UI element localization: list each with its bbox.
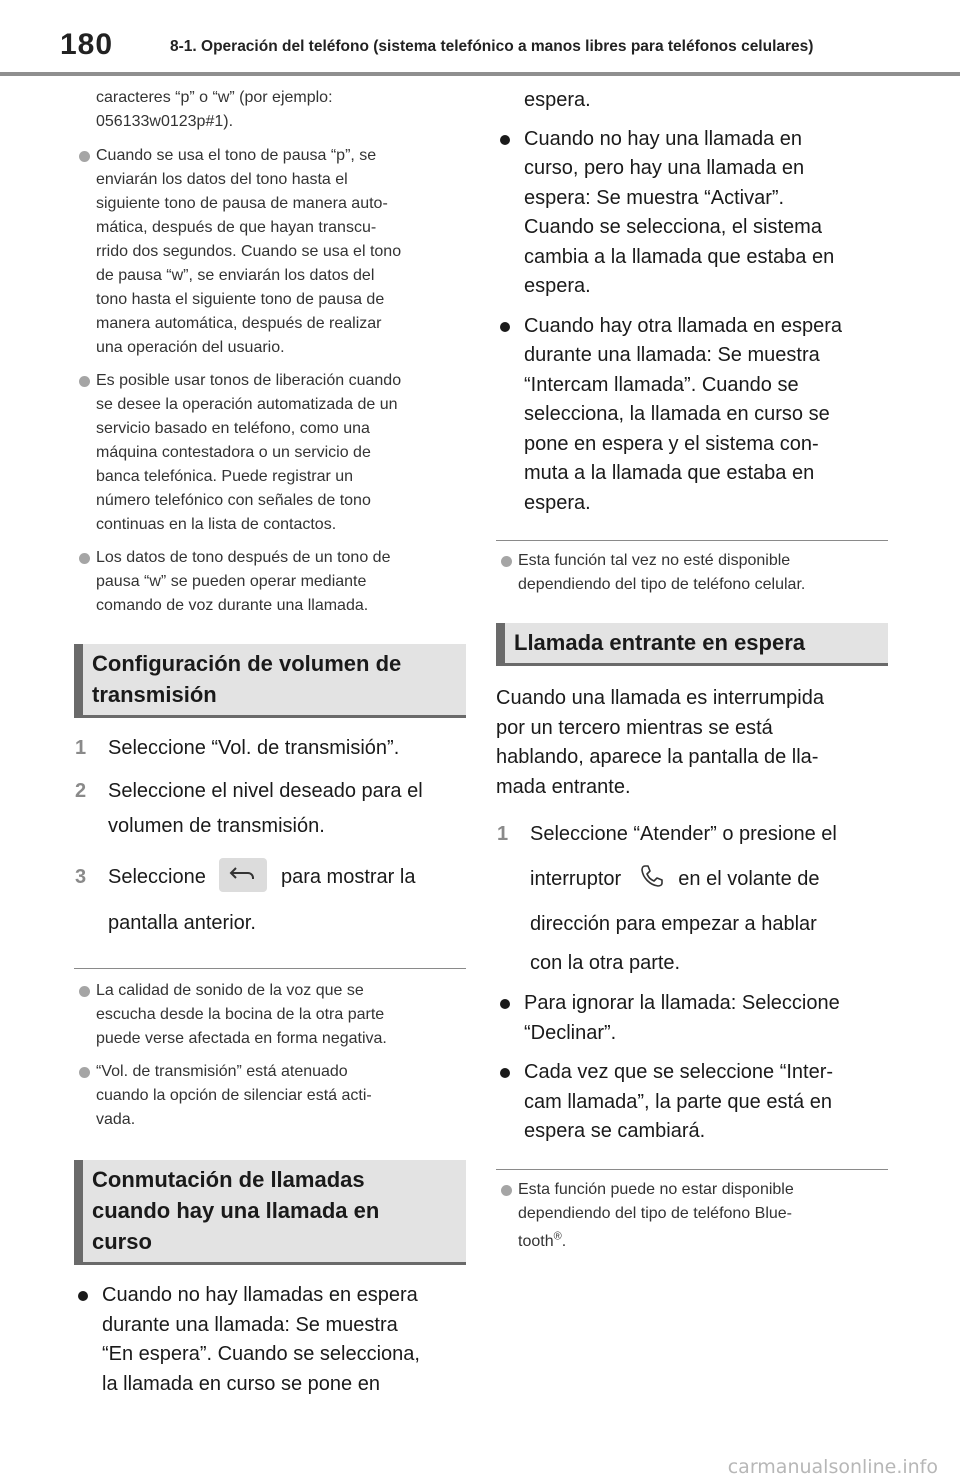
note-bullet-icon: [501, 1185, 512, 1196]
note-bullet-icon: [79, 1067, 90, 1078]
step-3: 3 Seleccione para mostrar la pantalla anterior.: [74, 854, 466, 946]
section-heading-volume: Configuración de volumen de transmisión: [74, 644, 466, 718]
note-mute-dimmed: “Vol. de transmisión” está atenuado cuando la opción de silenciar está acti- vada.: [74, 1060, 466, 1132]
bullet-icon: [500, 135, 510, 145]
note-release-tones: Es posible usar tonos de liberación cuando se desee la operación automatizada de un servicio basado en teléfono, como una máquina contestadora o un servicio de banca telefónica. Puede registrar un número telefónico con señales de tono continuas en la lista de contactos.: [74, 369, 466, 537]
note-bluetooth: Esta función puede no estar disponible dependiendo del tipo de teléfono Blue- tooth®.: [496, 1178, 888, 1254]
bullet-icon: [500, 322, 510, 332]
bullet-continued: espera.: [524, 89, 591, 111]
note-bullet-icon: [501, 556, 512, 567]
intro-paragraph: Cuando una llamada es interrumpida por un tercero mientras se está hablando, aparece la pantalla de lla- mada entrante.: [496, 687, 824, 798]
back-arrow-icon: [228, 865, 258, 885]
step-1: 1 Seleccione “Vol. de transmisión”.: [74, 732, 466, 764]
bullet-decline: Para ignorar la llamada: Seleccione “Declinar”.: [496, 989, 888, 1048]
page-number: 180: [60, 28, 114, 61]
step-number: 1: [75, 737, 87, 759]
bullet-activate: Cuando no hay una llamada en curso, pero hay una llamada en espera: Se muestra “Activar”. Cuando se selecciona, el sistema cambia a la llamada que estaba en espera.: [496, 125, 888, 302]
bullet-switch-call: Cuando hay otra llamada en espera durante una llamada: Se muestra “Intercam llamada”. Cuando se selecciona, la llamada en curso se pone en espera y el sistema con- muta a la llamada que estaba en espera.: [496, 312, 888, 519]
note-bullet-icon: [79, 553, 90, 564]
right-column: [496, 86, 888, 1263]
step-2: 2 Seleccione el nivel deseado para el volumen de transmisión.: [74, 774, 466, 844]
step-number: 1: [497, 823, 509, 845]
left-column: [74, 86, 466, 1409]
bullet-no-waiting-call: Cuando no hay llamadas en espera durante una llamada: Se muestra “En espera”. Cuando se selecciona, la llamada en curso se pone en: [74, 1281, 466, 1399]
note-separator: [496, 540, 888, 541]
note-pause-tone: Cuando se usa el tono de pausa “p”, se enviarán los datos del tono hasta el siguiente tono de pausa de manera auto- mática, después de que hayan transcu- rrido dos segundos. Cuando se usa el tono de pausa “w”, se enviarán los datos del tono hasta el siguiente tono de pausa de manera automática, después de realizar una operación del usuario.: [74, 144, 466, 360]
note-separator: [496, 1169, 888, 1170]
step-1-answer: 1 Seleccione “Atender” o presione el interruptor en el volante de dirección para empezar a hablar con la otra parte.: [496, 812, 888, 979]
note-bullet-icon: [79, 376, 90, 387]
note-separator: [74, 968, 466, 969]
section-heading-incoming-waiting: Llamada entrante en espera: [496, 623, 888, 666]
bullet-toggle-party: Cada vez que se seleccione “Inter- cam llamada”, la parte que está en espera se cambiará.: [496, 1058, 888, 1147]
note-continued: caracteres “p” o “w” (por ejemplo: 056133w0123p#1).: [96, 89, 333, 130]
header-rule: [0, 72, 960, 76]
section-heading-call-switching: Conmutación de llamadas cuando hay una llamada en curso: [74, 1160, 466, 1265]
step-number: 2: [75, 780, 87, 802]
note-sound-quality: La calidad de sonido de la voz que se escucha desde la bocina de la otra parte puede verse afectada en forma negativa.: [74, 979, 466, 1051]
chapter-title: 8-1. Operación del teléfono (sistema telefónico a manos libres para teléfonos celulares): [170, 38, 814, 55]
bullet-icon: [500, 999, 510, 1009]
note-voice-command: Los datos de tono después de un tono de pausa “w” se pueden operar mediante comando de voz durante una llamada.: [74, 546, 466, 618]
note-availability: Esta función tal vez no esté disponible dependiendo del tipo de teléfono celular.: [496, 549, 888, 597]
note-bullet-icon: [79, 151, 90, 162]
step-number: 3: [75, 866, 87, 888]
note-bullet-icon: [79, 986, 90, 997]
bullet-icon: [78, 1291, 88, 1301]
bullet-icon: [500, 1068, 510, 1078]
page-header: [0, 0, 960, 80]
watermark-text: carmanualsonline.info: [727, 1456, 938, 1478]
back-button-illustration: [219, 858, 267, 892]
phone-icon: [639, 863, 665, 889]
